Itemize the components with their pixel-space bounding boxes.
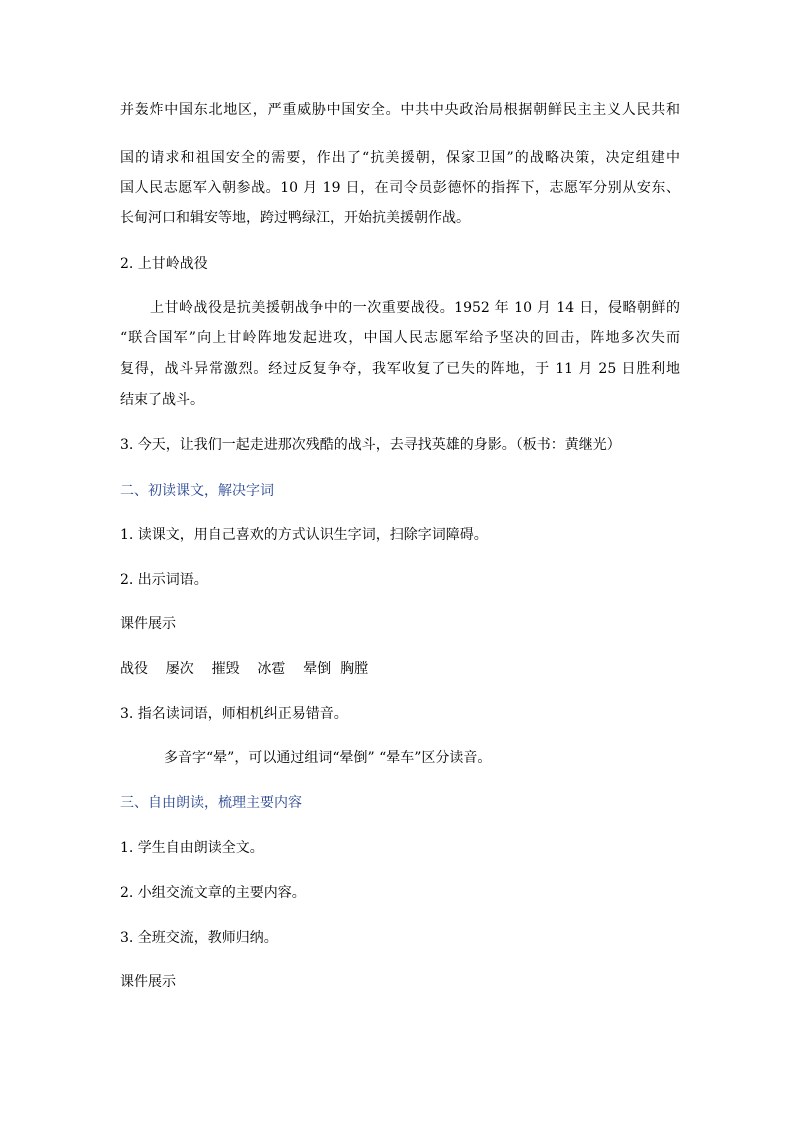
paragraph-line: 上甘岭战役是抗美援朝战争中的一次重要战役。1952 年 10 月 14 日，侵略朝鲜的 (150, 300, 680, 316)
paragraph-line: 3. 今天，让我们一起走进那次残酷的战斗，去寻找英雄的身影。（板书：黄继光） (120, 437, 621, 453)
section-subheading: 2. 上甘岭战役 (120, 256, 208, 272)
paragraph-line: 结束了战斗。 (120, 392, 204, 408)
list-item: 3. 全班交流，教师归纳。 (120, 930, 278, 946)
list-item: 2. 出示词语。 (120, 572, 208, 588)
list-item: 1. 读课文，用自己喜欢的方式认识生字词，扫除字词障碍。 (120, 527, 488, 543)
paragraph-line: “联合国军”向上甘岭阵地发起进攻，中国人民志愿军给予坚决的回击，阵地多次失而 (120, 330, 680, 346)
paragraph-line: 并轰炸中国东北地区，严重威胁中国安全。中共中央政治局根据朝鲜民主主义人民共和 (120, 102, 680, 118)
subheading: 课件展示 (120, 974, 176, 990)
section-heading: 二、初读课文，解决字词 (120, 483, 274, 499)
list-item: 2. 小组交流文章的主要内容。 (120, 885, 306, 901)
word-list: 战役 屡次 摧毁 冰雹 晕倒 胸膛 (120, 661, 369, 677)
paragraph-line: 多音字“晕”，可以通过组词“晕倒” “晕车”区分读音。 (164, 750, 492, 766)
paragraph-line: 国人民志愿军入朝参战。10 月 19 日，在司令员彭德怀的指挥下，志愿军分别从安东、 (120, 180, 680, 196)
list-item: 3. 指名读词语，师相机纠正易错音。 (120, 706, 348, 722)
list-item: 1. 学生自由朗读全文。 (120, 840, 264, 856)
paragraph-line: 复得，战斗异常激烈。经过反复争夺，我军收复了已失的阵地，于 11 月 25 日胜利地 (120, 361, 680, 377)
paragraph-line: 国的请求和祖国安全的需要，作出了“抗美援朝，保家卫国”的战略决策，决定组建中 (120, 150, 680, 166)
paragraph-line: 长甸河口和辑安等地，跨过鸭绿江，开始抗美援朝作战。 (120, 210, 470, 226)
subheading: 课件展示 (120, 616, 176, 632)
section-heading: 三、自由朗读，梳理主要内容 (120, 795, 302, 811)
